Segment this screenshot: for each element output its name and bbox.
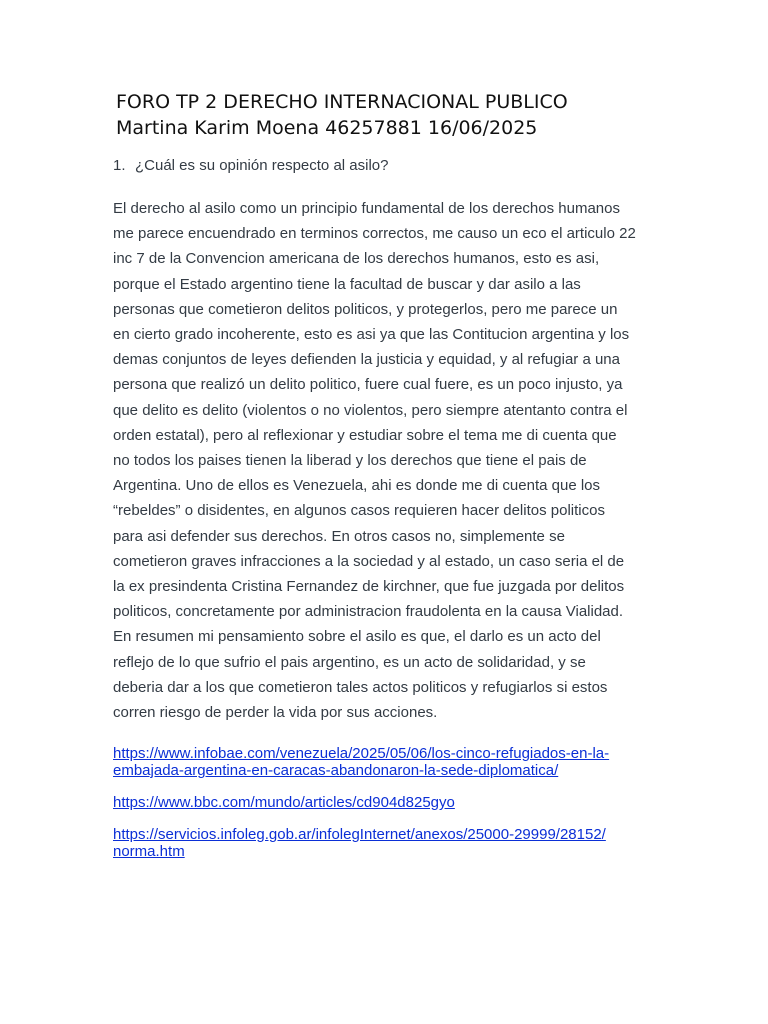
- link-bbc-line1[interactable]: https://www.bbc.com/mundo/articles/cd904d825gyo: [113, 794, 455, 811]
- title-author-info: Martina Karim Moena 46257881 16/06/2025: [116, 117, 538, 139]
- answer-line: El derecho al asilo como un principio fundamental de los derechos humanos: [113, 200, 620, 217]
- answer-line: personas que cometieron delitos politicos, y protegerlos, pero me parece un: [113, 300, 618, 318]
- question-number: 1.: [113, 157, 126, 174]
- reference-links: [113, 745, 673, 875]
- link-infobae-line2[interactable]: embajada-argentina-en-caracas-abandonaron-la-sede-diplomatica/: [113, 762, 559, 779]
- answer-line: En resumen mi pensamiento sobre el asilo es que, el darlo es un acto del: [113, 628, 601, 646]
- answer-line: para asi defender sus derechos. En otros casos no, simplemente se: [113, 527, 565, 545]
- answer-line: orden estatal), pero al reflexionar y estudiar sobre el tema me di cuenta que: [113, 426, 617, 444]
- answer-line: demas conjuntos de leyes defienden la justicia y equidad, y al refugiar a una: [113, 351, 620, 369]
- question-text: ¿Cuál es su opinión respecto al asilo?: [135, 157, 389, 174]
- answer-line: porque el Estado argentino tiene la facultad de buscar y dar asilo a las: [113, 275, 581, 293]
- question-item: [113, 156, 388, 176]
- answer-line: cometieron graves infracciones a la sociedad y al estado, un caso seria el de: [113, 552, 625, 570]
- link-infoleg-line2[interactable]: norma.htm: [113, 843, 185, 860]
- answer-line: me parece encuendrado en terminos correctos, me causo un eco el articulo 22: [113, 225, 636, 243]
- answer-line: la ex presindenta Cristina Fernandez de kirchner, que fue juzgada por delitos: [113, 578, 625, 596]
- link-infoleg-line1[interactable]: https://servicios.infoleg.gob.ar/infolegInternet/anexos/25000-29999/28152/: [113, 826, 606, 843]
- link-infobae-line1[interactable]: https://www.infobae.com/venezuela/2025/05/06/los-cinco-refugiados-en-la-: [113, 745, 610, 762]
- answer-line: persona que realizó un delito politico, fuere cual fuere, es un poco injusto, ya: [113, 376, 623, 394]
- link-infobae[interactable]: [113, 745, 673, 779]
- answer-line: politicos, concretamente por administracion fraudolenta en la causa Vialidad.: [113, 603, 624, 621]
- answer-line: Argentina. Uno de ellos es Venezuela, ahi es donde me di cuenta que los: [113, 477, 601, 495]
- answer-line: “rebeldes” o disidentes, en algunos casos requieren hacer delitos politicos: [113, 502, 605, 520]
- answer-line: inc 7 de la Convencion americana de los derechos humanos, esto es asi,: [113, 250, 600, 268]
- title-course: FORO TP 2 DERECHO INTERNACIONAL PUBLICO: [116, 91, 568, 113]
- link-infoleg[interactable]: [113, 826, 673, 860]
- document-title: [116, 89, 716, 141]
- answer-line: no todos los paises tienen la liberad y los derechos que tiene el pais de: [113, 452, 587, 470]
- answer-line: deberia dar a los que cometieron tales actos politicos y refugiarlos si estos: [113, 678, 608, 696]
- answer-line: corren riesgo de perder la vida por sus acciones.: [113, 704, 438, 722]
- answer-line: que delito es delito (violentos o no violentos, pero siempre atentanto contra el: [113, 401, 628, 419]
- link-bbc[interactable]: [113, 794, 673, 811]
- answer-paragraph: [113, 196, 673, 725]
- answer-line: reflejo de lo que sufrio el pais argentino, es un acto de solidaridad, y se: [113, 653, 586, 671]
- answer-line: en cierto grado incoherente, esto es asi ya que las Contitucion argentina y los: [113, 326, 630, 344]
